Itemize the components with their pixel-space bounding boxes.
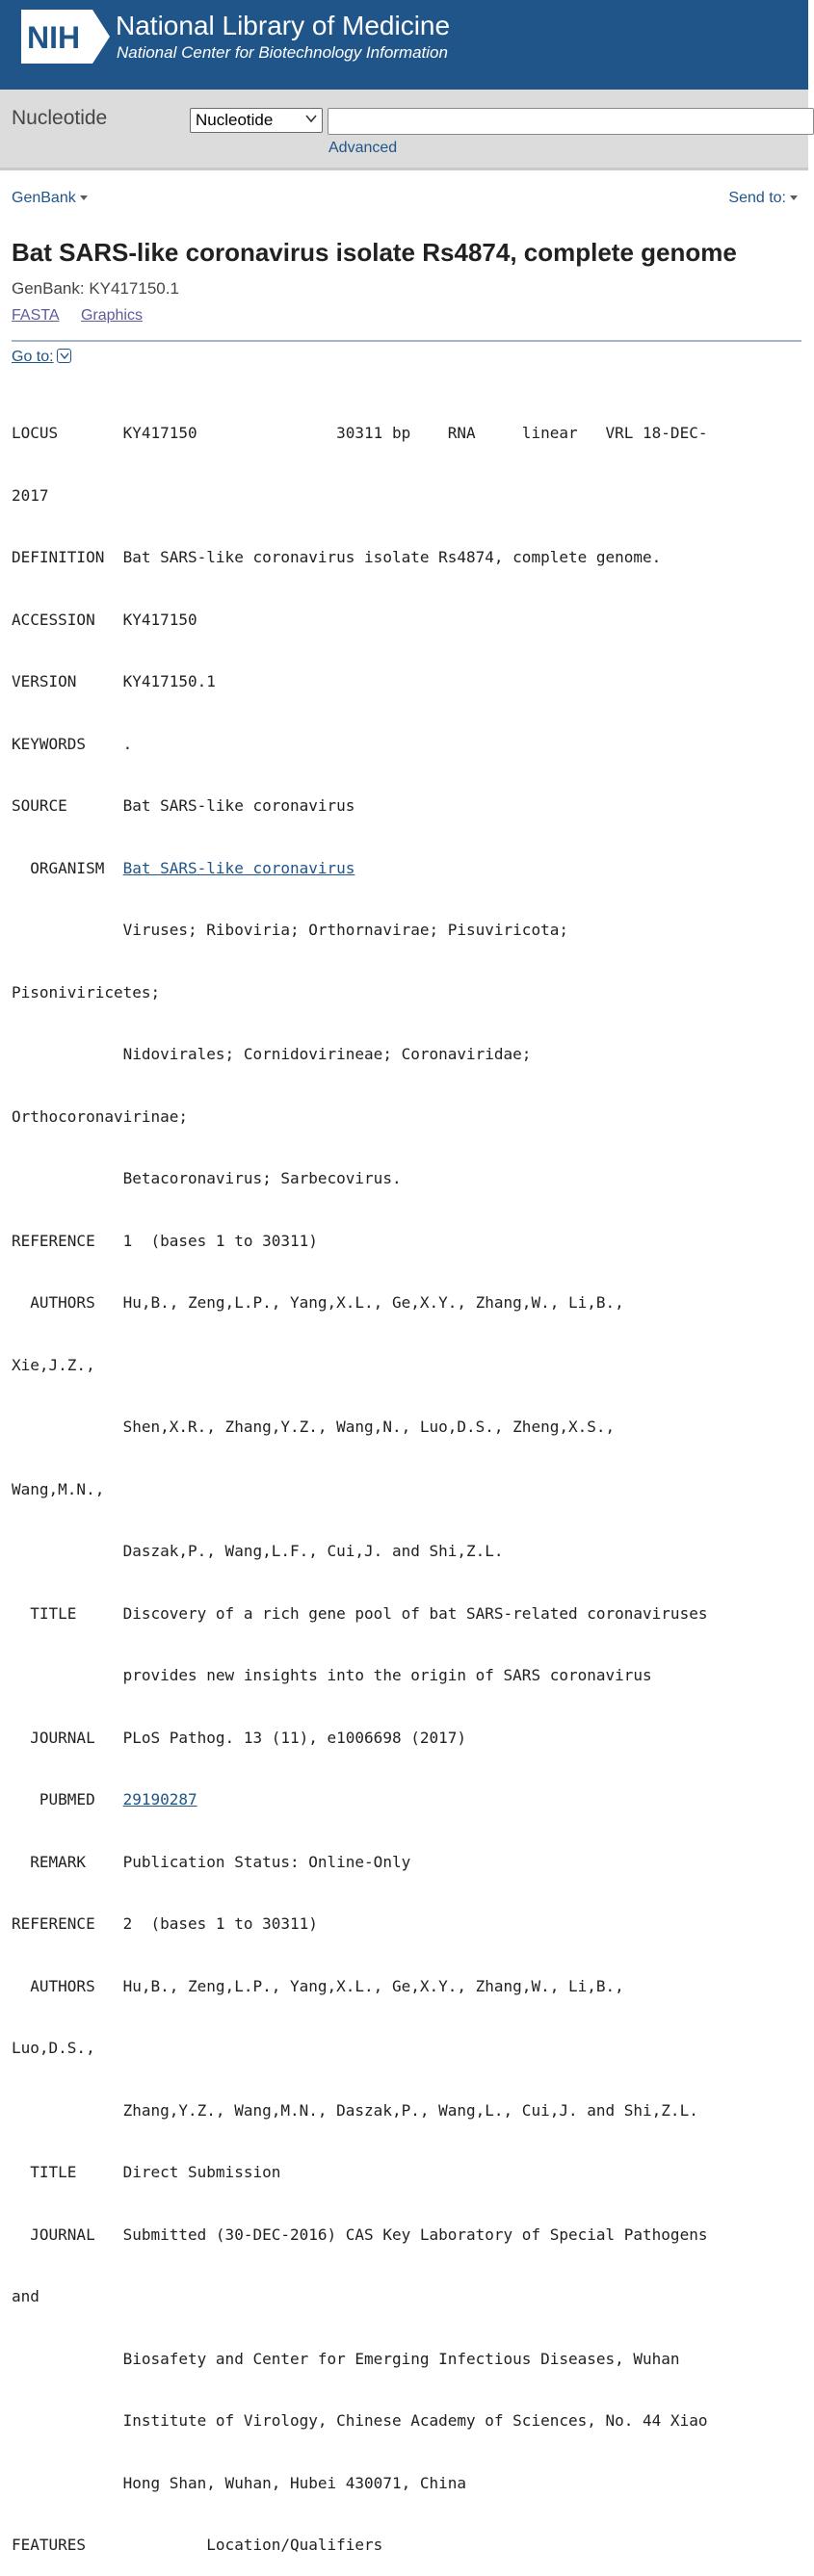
database-select-value: Nucleotide [196, 111, 274, 129]
record-line: Luo,D.S., [12, 2039, 95, 2057]
record-line: Pisoniviricetes; [12, 982, 161, 1002]
format-menu-label: GenBank [12, 190, 76, 206]
site-header [0, 0, 808, 90]
record-line: AUTHORS Hu,B., Zeng,L.P., Yang,X.L., Ge,X.Y., Zhang,W., Li,B., [12, 1976, 624, 1995]
record-line: Viruses; Riboviria; Orthornavirae; Pisuviricota; [12, 921, 568, 939]
record-line: Wang,M.N., [12, 1479, 105, 1498]
page-title: Bat SARS-like coronavirus isolate Rs4874, complete genome [12, 238, 737, 267]
record-line: Daszak,P., Wang,L.F., Cui,J. and Shi,Z.L. [12, 1542, 504, 1560]
view-links [12, 307, 160, 325]
record-line-key: ORGANISM [12, 858, 123, 877]
goto-menu[interactable] [12, 349, 71, 366]
record-line: Xie,J.Z., [12, 1355, 95, 1374]
genbank-record [12, 381, 801, 2576]
record-line: Zhang,Y.Z., Wang,M.N., Daszak,P., Wang,L., Cui,J. and Shi,Z.L. [12, 2100, 698, 2120]
database-name: Nucleotide [12, 107, 108, 129]
nih-logo[interactable] [21, 10, 108, 64]
record-accession: GenBank: KY417150.1 [12, 279, 179, 298]
database-select[interactable] [190, 108, 323, 133]
record-line: DEFINITION Bat SARS-like coronavirus isolate Rs4874, complete genome. [12, 548, 662, 566]
caret-down-icon [80, 195, 88, 200]
svg-text:NIH: NIH [27, 20, 81, 55]
record-line: AUTHORS Hu,B., Zeng,L.P., Yang,X.L., Ge,X.Y., Zhang,W., Li,B., [12, 1293, 624, 1312]
record-line: provides new insights into the origin of SARS coronavirus [12, 1666, 652, 1684]
record-line: TITLE Discovery of a rich gene pool of bat SARS-related coronaviruses [12, 1603, 708, 1623]
organism-link[interactable]: Bat SARS-like coronavirus [122, 858, 355, 877]
search-input[interactable] [328, 108, 814, 135]
record-line: JOURNAL PLoS Pathog. 13 (11), e1006698 (2017) [12, 1728, 467, 1747]
pubmed-line [12, 1789, 801, 1810]
record-line: Nidovirales; Cornidovirineae; Coronaviridae; [12, 1045, 532, 1063]
record-line: ACCESSION KY417150 [12, 610, 197, 629]
format-menu[interactable] [12, 190, 88, 207]
record-line: REFERENCE 1 (bases 1 to 30311) [12, 1231, 318, 1250]
divider [12, 340, 801, 342]
record-line: KEYWORDS . [12, 734, 133, 753]
site-subtitle: National Center for Biotechnology Information [117, 43, 448, 62]
send-to-menu[interactable] [728, 190, 798, 207]
record-line: REFERENCE 2 (bases 1 to 30311) [12, 1914, 318, 1933]
record-line: LOCUS KY417150 30311 bp RNA linear VRL 18-DEC- [12, 424, 708, 442]
record-line: REMARK Publication Status: Online-Only [12, 1852, 411, 1871]
chevron-down-icon [304, 112, 318, 125]
record-line-key: PUBMED [12, 1790, 123, 1808]
record-line: Shen,X.R., Zhang,Y.Z., Wang,N., Luo,D.S., Zheng,X.S., [12, 1418, 616, 1436]
organism-line [12, 858, 801, 879]
send-to-label: Send to: [728, 190, 786, 206]
record-line: Institute of Virology, Chinese Academy of Sciences, No. 44 Xiao [12, 2411, 708, 2430]
record-line: TITLE Direct Submission [12, 2163, 281, 2181]
record-line: Biosafety and Center for Emerging Infectious Diseases, Wuhan [12, 2349, 680, 2368]
record-line: Orthocoronavirinae; [12, 1106, 189, 1126]
record-line: Hong Shan, Wuhan, Hubei 430071, China [12, 2473, 467, 2492]
record-line: VERSION KY417150.1 [12, 672, 216, 690]
pubmed-link[interactable]: 29190287 [122, 1790, 197, 1808]
goto-label: Go to: [12, 349, 54, 365]
record-line: and [12, 2287, 39, 2305]
search-bar [0, 90, 808, 170]
advanced-search-link[interactable]: Advanced [328, 140, 398, 156]
record-line: SOURCE Bat SARS-like coronavirus [12, 796, 355, 815]
fasta-link[interactable]: FASTA [12, 307, 60, 324]
record-line: JOURNAL Submitted (30-DEC-2016) CAS Key Laboratory of Special Pathogens [12, 2225, 708, 2244]
chevron-down-icon[interactable] [57, 349, 71, 363]
record-line: 2017 [12, 485, 49, 505]
caret-down-icon [790, 195, 798, 200]
record-line: FEATURES Location/Qualifiers [12, 2536, 383, 2554]
graphics-link[interactable]: Graphics [80, 307, 143, 324]
site-title[interactable]: National Library of Medicine [116, 11, 451, 40]
record-line: Betacoronavirus; Sarbecovirus. [12, 1169, 402, 1187]
